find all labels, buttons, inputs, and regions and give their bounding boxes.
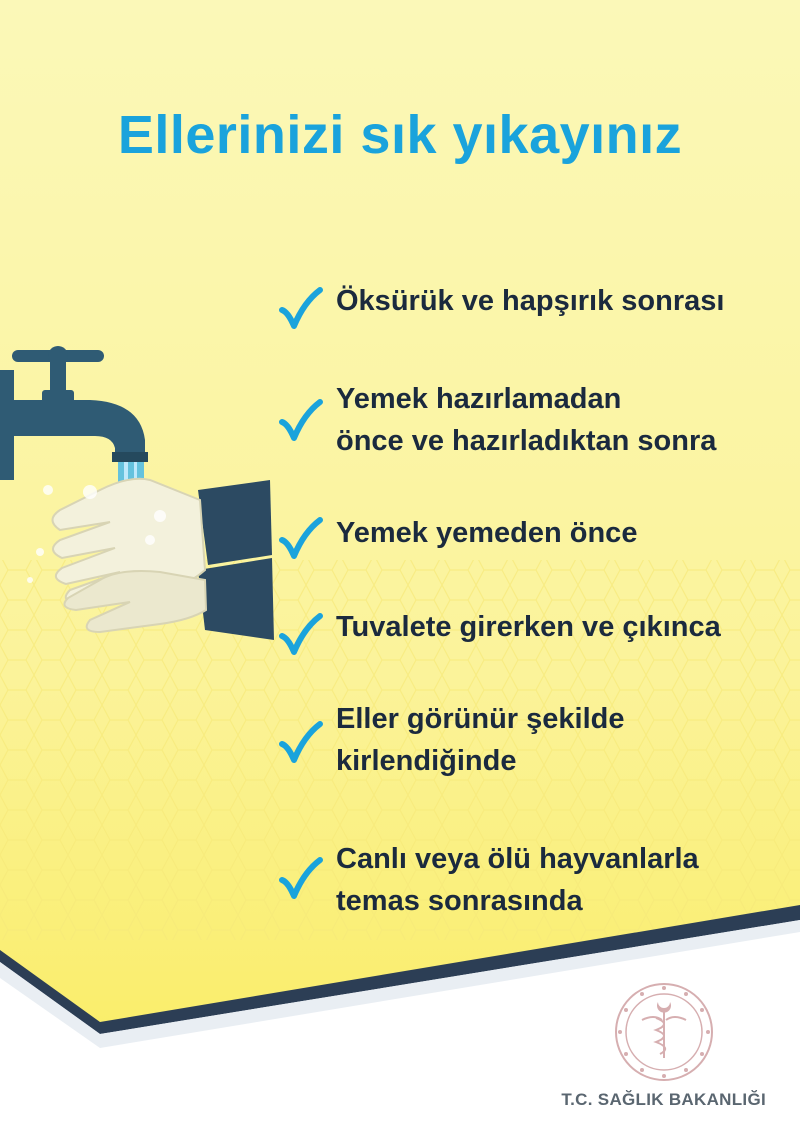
list-item-line: kirlendiğinde xyxy=(336,745,517,777)
checkmark-icon xyxy=(278,516,326,564)
list-item-text xyxy=(336,280,776,322)
list-item-line: önce ve hazırladıktan sonra xyxy=(336,425,717,457)
list-item-text xyxy=(336,606,776,648)
list-item-line: Canlı veya ölü hayvanlarla xyxy=(336,843,699,875)
page-title: Ellerinizi sık yıkayınız xyxy=(117,105,683,165)
checkmark-icon xyxy=(278,720,326,768)
list-item-text xyxy=(336,838,776,922)
list-item-line: Yemek hazırlamadan xyxy=(336,383,622,415)
ministry-name: T.C. SAĞLIK BAKANLIĞI xyxy=(561,1090,766,1109)
checkmark-icon xyxy=(278,398,326,446)
checkmark-icon xyxy=(278,286,326,334)
list-item-text xyxy=(336,512,776,554)
list-item-line: temas sonrasında xyxy=(336,885,583,917)
list-item-line: Yemek yemeden önce xyxy=(336,517,638,549)
list-item-text xyxy=(336,698,776,782)
list-item-text xyxy=(336,378,776,462)
list-item-line: Tuvalete girerken ve çıkınca xyxy=(336,611,721,643)
ministry-seal-icon xyxy=(612,980,716,1084)
faucet-icon xyxy=(0,340,290,650)
list-item-line: Eller görünür şekilde xyxy=(336,703,625,735)
list-item-line: Öksürük ve hapşırık sonrası xyxy=(336,285,725,317)
checkmark-icon xyxy=(278,856,326,904)
checkmark-icon xyxy=(278,612,326,660)
